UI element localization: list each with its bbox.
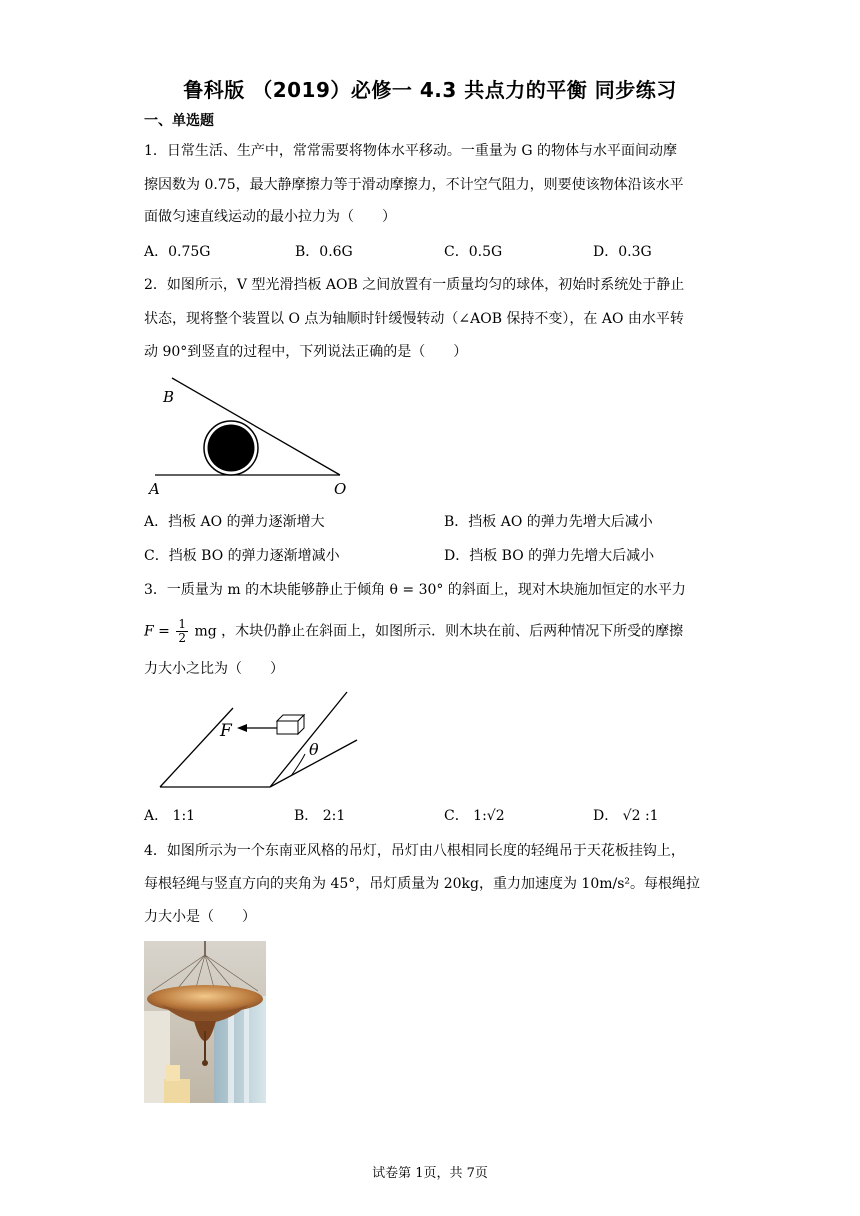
q1-option-c: C．0.5G	[444, 244, 503, 260]
q2-line-1: 2．如图所示，V 型光滑挡板 AOB 之间放置有一质量均匀的球体，初始时系统处于静止	[144, 277, 685, 293]
page-title: 鲁科版 （2019）必修一 4.3 共点力的平衡 同步练习	[183, 78, 677, 102]
q3-formula-lhs: F =	[144, 623, 170, 640]
q3-line-3: 力大小之比为（ ）	[144, 661, 284, 677]
q1-line-2: 擦因数为 0.75，最大静摩擦力等于滑动摩擦力，不计空气阻力，则要使该物体沿该水平	[144, 177, 684, 193]
section-heading: 一、单选题	[144, 113, 214, 129]
q3-option-d: D． √2 :1	[593, 808, 659, 824]
wooden-block	[277, 715, 304, 734]
plate-bo-line	[172, 378, 340, 475]
q3-line-2-text: mg ，木块仍静止在斜面上，如图所示．则木块在前、后两种情况下所受的摩擦	[194, 623, 684, 640]
q3-option-b: B． 2:1	[294, 808, 346, 824]
q4-line-3: 力大小是（ ）	[144, 909, 256, 925]
label-a: A	[149, 480, 160, 498]
label-f: F	[220, 721, 232, 741]
label-b: B	[163, 388, 175, 406]
label-o: O	[334, 480, 347, 498]
theta-arc	[291, 754, 305, 776]
q2-option-a: A．挡板 AO 的弹力逐渐增大	[144, 514, 325, 530]
q1-line-3: 面做匀速直线运动的最小拉力为（ ）	[144, 209, 396, 225]
q2-option-d: D．挡板 BO 的弹力先增大后减小	[444, 548, 655, 564]
q1-option-d: D．0.3G	[593, 244, 652, 260]
q2-option-b: B．挡板 AO 的弹力先增大后减小	[444, 514, 653, 530]
q4-line-1: 4．如图所示为一个东南亚风格的吊灯，吊灯由八根相同长度的轻绳吊于天花板挂钩上，	[144, 843, 685, 859]
q1-option-b: B．0.6G	[295, 244, 353, 260]
q3-line-2	[144, 618, 724, 645]
q3-fraction	[176, 618, 188, 645]
ball	[208, 425, 255, 472]
q3-line-1: 3．一质量为 m 的木块能够静止于倾角 θ = 30° 的斜面上，现对木块施加恒定的水平力	[144, 582, 686, 598]
v-plate-diagram	[145, 374, 360, 500]
q2-option-c: C．挡板 BO 的弹力逐渐增减小	[144, 548, 340, 564]
label-theta: θ	[309, 740, 319, 759]
pendant-lamp-photo	[144, 941, 266, 1103]
q1-line-1: 1．日常生活、生产中，常常需要将物体水平移动。一重量为 G 的物体与水平面间动摩	[144, 143, 677, 159]
q4-line-2: 每根轻绳与竖直方向的夹角为 45°，吊灯质量为 20kg，重力加速度为 10m/s²。每根绳拉	[144, 876, 701, 892]
q3-option-a: A． 1:1	[144, 808, 196, 824]
page-footer: 试卷第 1页，共 7页	[372, 1166, 488, 1181]
q2-line-2: 状态，现将整个装置以 O 点为轴顺时针缓慢转动（∠AOB 保持不变），在 AO 由水平转	[144, 311, 684, 327]
q3-option-c: C． 1:√2	[444, 808, 505, 824]
q3-fraction-denominator: 2	[178, 631, 186, 645]
incline-diagram	[155, 688, 365, 792]
q1-option-a: A．0.75G	[144, 244, 211, 260]
force-arrowhead	[237, 724, 247, 732]
q3-fraction-numerator: 1	[178, 617, 186, 631]
q2-line-3: 动 90°到竖直的过程中，下列说法正确的是（ ）	[144, 344, 468, 360]
